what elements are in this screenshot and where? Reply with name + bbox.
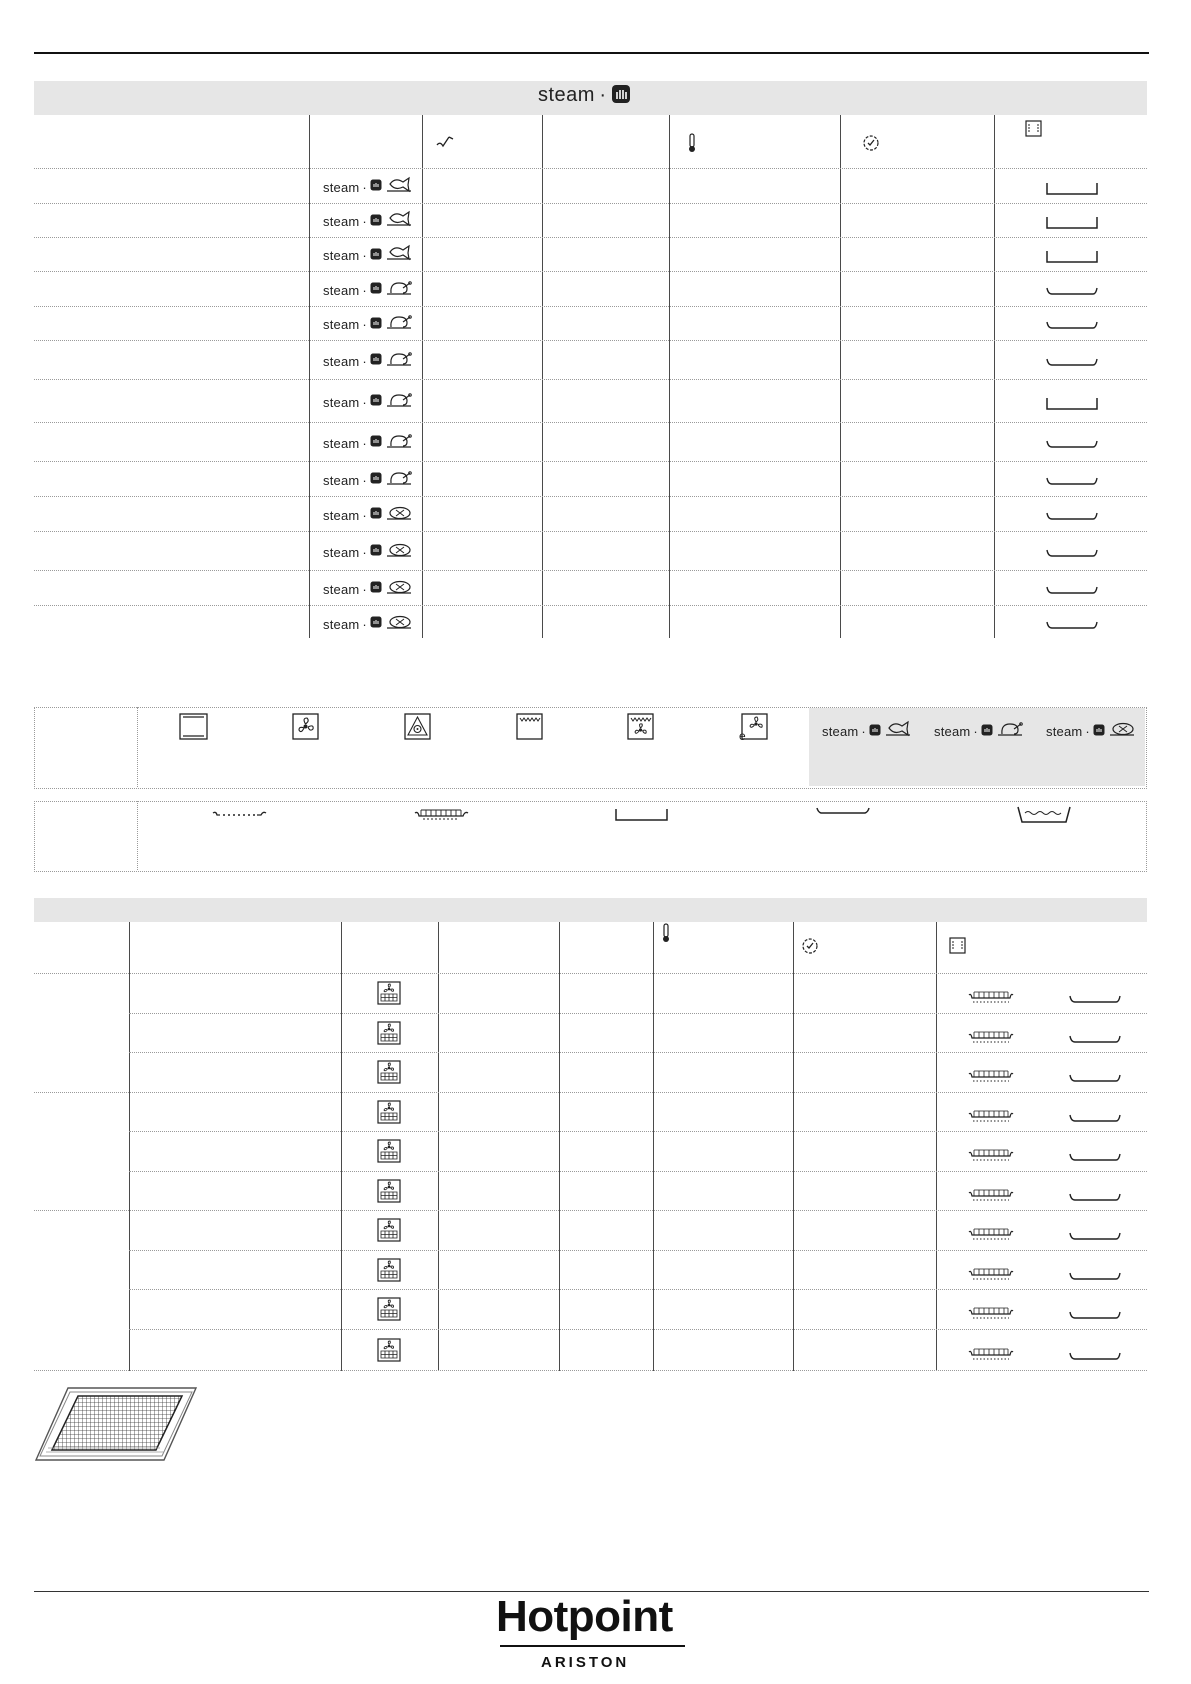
fan-tray-icon xyxy=(377,1139,401,1168)
steam-mode-cell: steam · xyxy=(323,469,413,492)
shallow-tray-icon xyxy=(1068,1270,1122,1288)
brand-name: Hotpoint xyxy=(496,1592,673,1641)
fan-tray-icon xyxy=(377,1258,401,1287)
fish-icon xyxy=(385,176,413,199)
legend-steam-item: steam · xyxy=(934,720,1024,743)
shallow-tray-icon xyxy=(1068,1033,1122,1051)
shallow-tray-icon xyxy=(1068,1230,1122,1248)
steam-mode-cell: steam · xyxy=(323,313,413,336)
shelf-level-header-icon xyxy=(949,937,967,955)
fan-tray-icon xyxy=(377,1060,401,1089)
shallow-tray-icon xyxy=(1068,1112,1122,1130)
grill-icon xyxy=(516,713,544,741)
grill-rack-icon xyxy=(967,989,1015,1010)
fan-tray-icon xyxy=(377,1100,401,1129)
grill-rack-icon xyxy=(967,1187,1015,1208)
forced-air-icon xyxy=(292,713,320,741)
legend-steam-item: steam · xyxy=(1046,720,1136,743)
legend-steam-label: steam xyxy=(1046,724,1083,739)
poultry-icon xyxy=(385,469,413,492)
svg-text:e: e xyxy=(739,729,746,743)
fan-tray-icon xyxy=(377,1338,401,1367)
shallow-tray-icon xyxy=(1068,1350,1122,1368)
timer-header-icon xyxy=(862,134,880,152)
brand-sub: ARISTON xyxy=(541,1654,630,1671)
steam-badge-icon xyxy=(370,247,382,265)
steam-badge-icon xyxy=(370,352,382,370)
conventional-icon xyxy=(179,713,209,741)
shelf-level-header-icon xyxy=(1025,120,1043,138)
steam-mode-cell: steam · xyxy=(323,350,413,373)
deep-tray-icon xyxy=(1045,182,1099,201)
steam-badge-icon xyxy=(370,543,382,561)
steam-title-text: steam xyxy=(538,84,595,106)
poultry-icon xyxy=(385,432,413,455)
legend-steam-label: steam xyxy=(822,724,859,739)
shallow-tray-icon xyxy=(1068,1309,1122,1327)
grill-rack-icon xyxy=(413,807,469,823)
eco-forced-air-icon xyxy=(739,713,769,743)
steam-badge-icon xyxy=(370,316,382,334)
fan-tray-icon xyxy=(377,1021,401,1050)
fish-icon xyxy=(385,244,413,267)
steam-mode-label: steam xyxy=(323,581,360,597)
shallow-tray-icon xyxy=(1068,1191,1122,1209)
steam-mode-cell: steam · xyxy=(323,210,413,233)
fan-tray-icon xyxy=(377,1179,401,1208)
fish-icon xyxy=(884,720,912,743)
steam-mode-label: steam xyxy=(323,248,360,263)
poultry-icon xyxy=(385,279,413,302)
deep-tray-icon xyxy=(1045,397,1099,416)
grill-rack-icon xyxy=(967,1108,1015,1129)
thermometer-header-icon xyxy=(687,133,697,153)
shallow-tray-icon xyxy=(1045,619,1099,637)
steam-badge-icon xyxy=(370,281,382,299)
steam-badge-icon xyxy=(370,471,382,489)
steam-badge-icon xyxy=(370,178,382,196)
steam-mode-label: steam xyxy=(323,353,360,369)
food-probe-header-icon xyxy=(435,133,455,153)
steam-badge-icon xyxy=(370,434,382,452)
shallow-tray-icon xyxy=(1045,547,1099,565)
poultry-icon xyxy=(385,313,413,336)
grill-rack-icon xyxy=(967,1305,1015,1326)
poultry-icon xyxy=(385,391,413,414)
grill-rack-icon xyxy=(967,1147,1015,1168)
legend-steam-label: steam xyxy=(934,724,971,739)
steam-mode-cell: steam · xyxy=(323,244,413,267)
fan-grill-icon xyxy=(627,713,655,741)
wire-rack-illustration xyxy=(34,1386,198,1462)
shallow-tray-icon xyxy=(1045,285,1099,303)
steam-mode-label: steam xyxy=(323,472,360,488)
vegetable-icon xyxy=(385,504,413,527)
turbo-grill-icon xyxy=(404,713,432,741)
steam-badge-icon xyxy=(1093,723,1105,741)
fish-icon xyxy=(385,210,413,233)
fan-tray-icon xyxy=(377,1218,401,1247)
dehydrate-table-header-band xyxy=(34,898,1147,922)
steam-badge-icon xyxy=(370,393,382,411)
steam-mode-cell: steam · xyxy=(323,504,413,527)
shallow-tray-icon xyxy=(1045,438,1099,456)
deep-tray-icon xyxy=(1045,216,1099,235)
deep-tray-icon xyxy=(614,807,670,823)
water-tray-icon xyxy=(1016,805,1072,825)
steam-mode-label: steam xyxy=(323,179,360,195)
steam-badge-icon xyxy=(869,723,881,741)
steam-mode-cell: steam · xyxy=(323,176,413,199)
poultry-icon xyxy=(996,720,1024,743)
shallow-tray-icon xyxy=(1045,319,1099,337)
steam-mode-label: steam xyxy=(323,394,360,410)
shallow-tray-icon xyxy=(1045,475,1099,493)
vegetable-icon xyxy=(1108,720,1136,743)
steam-mode-cell: steam · xyxy=(323,432,413,455)
steam-mode-label: steam xyxy=(323,616,360,632)
poultry-icon xyxy=(385,350,413,373)
thermometer-header-icon xyxy=(661,923,671,943)
steam-mode-cell: steam · xyxy=(323,279,413,302)
vegetable-icon xyxy=(385,613,413,636)
vegetable-icon xyxy=(385,578,413,601)
shallow-tray-icon xyxy=(1068,1072,1122,1090)
steam-mode-label: steam xyxy=(323,282,360,298)
shallow-tray-icon xyxy=(1045,510,1099,528)
steam-badge-icon xyxy=(370,615,382,633)
timer-header-icon xyxy=(801,937,819,955)
steam-hand-icon xyxy=(611,84,631,104)
steam-badge-icon xyxy=(981,723,993,741)
steam-table-title: steam · xyxy=(538,84,631,107)
grill-rack-icon xyxy=(967,1068,1015,1089)
steam-mode-label: steam xyxy=(323,544,360,560)
vegetable-icon xyxy=(385,541,413,564)
grill-rack-icon xyxy=(967,1226,1015,1247)
shallow-tray-icon xyxy=(815,806,871,818)
grill-rack-icon xyxy=(967,1346,1015,1367)
steam-mode-label: steam xyxy=(323,317,360,332)
grill-rack-icon xyxy=(967,1029,1015,1050)
steam-mode-label: steam xyxy=(323,435,360,451)
steam-mode-cell: steam · xyxy=(323,578,413,601)
shallow-tray-icon xyxy=(1045,584,1099,602)
steam-badge-icon xyxy=(370,213,382,231)
shallow-tray-icon xyxy=(1045,356,1099,374)
steam-badge-icon xyxy=(370,580,382,598)
steam-mode-label: steam xyxy=(323,507,360,523)
steam-mode-cell: steam · xyxy=(323,541,413,564)
fan-tray-icon xyxy=(377,981,401,1010)
brand-divider xyxy=(500,1645,685,1647)
steam-badge-icon xyxy=(370,506,382,524)
fan-tray-icon xyxy=(377,1297,401,1326)
grill-rack-icon xyxy=(967,1266,1015,1287)
steam-mode-cell: steam · xyxy=(323,613,413,636)
legend-steam-item: steam · xyxy=(822,720,912,743)
shallow-tray-icon xyxy=(1068,993,1122,1011)
wire-shelf-icon xyxy=(211,808,267,822)
steam-mode-cell: steam · xyxy=(323,391,413,414)
deep-tray-icon xyxy=(1045,250,1099,269)
shallow-tray-icon xyxy=(1068,1151,1122,1169)
steam-mode-label: steam xyxy=(323,214,360,229)
top-rule xyxy=(34,52,1149,54)
accessories-legend-box xyxy=(34,801,1147,872)
